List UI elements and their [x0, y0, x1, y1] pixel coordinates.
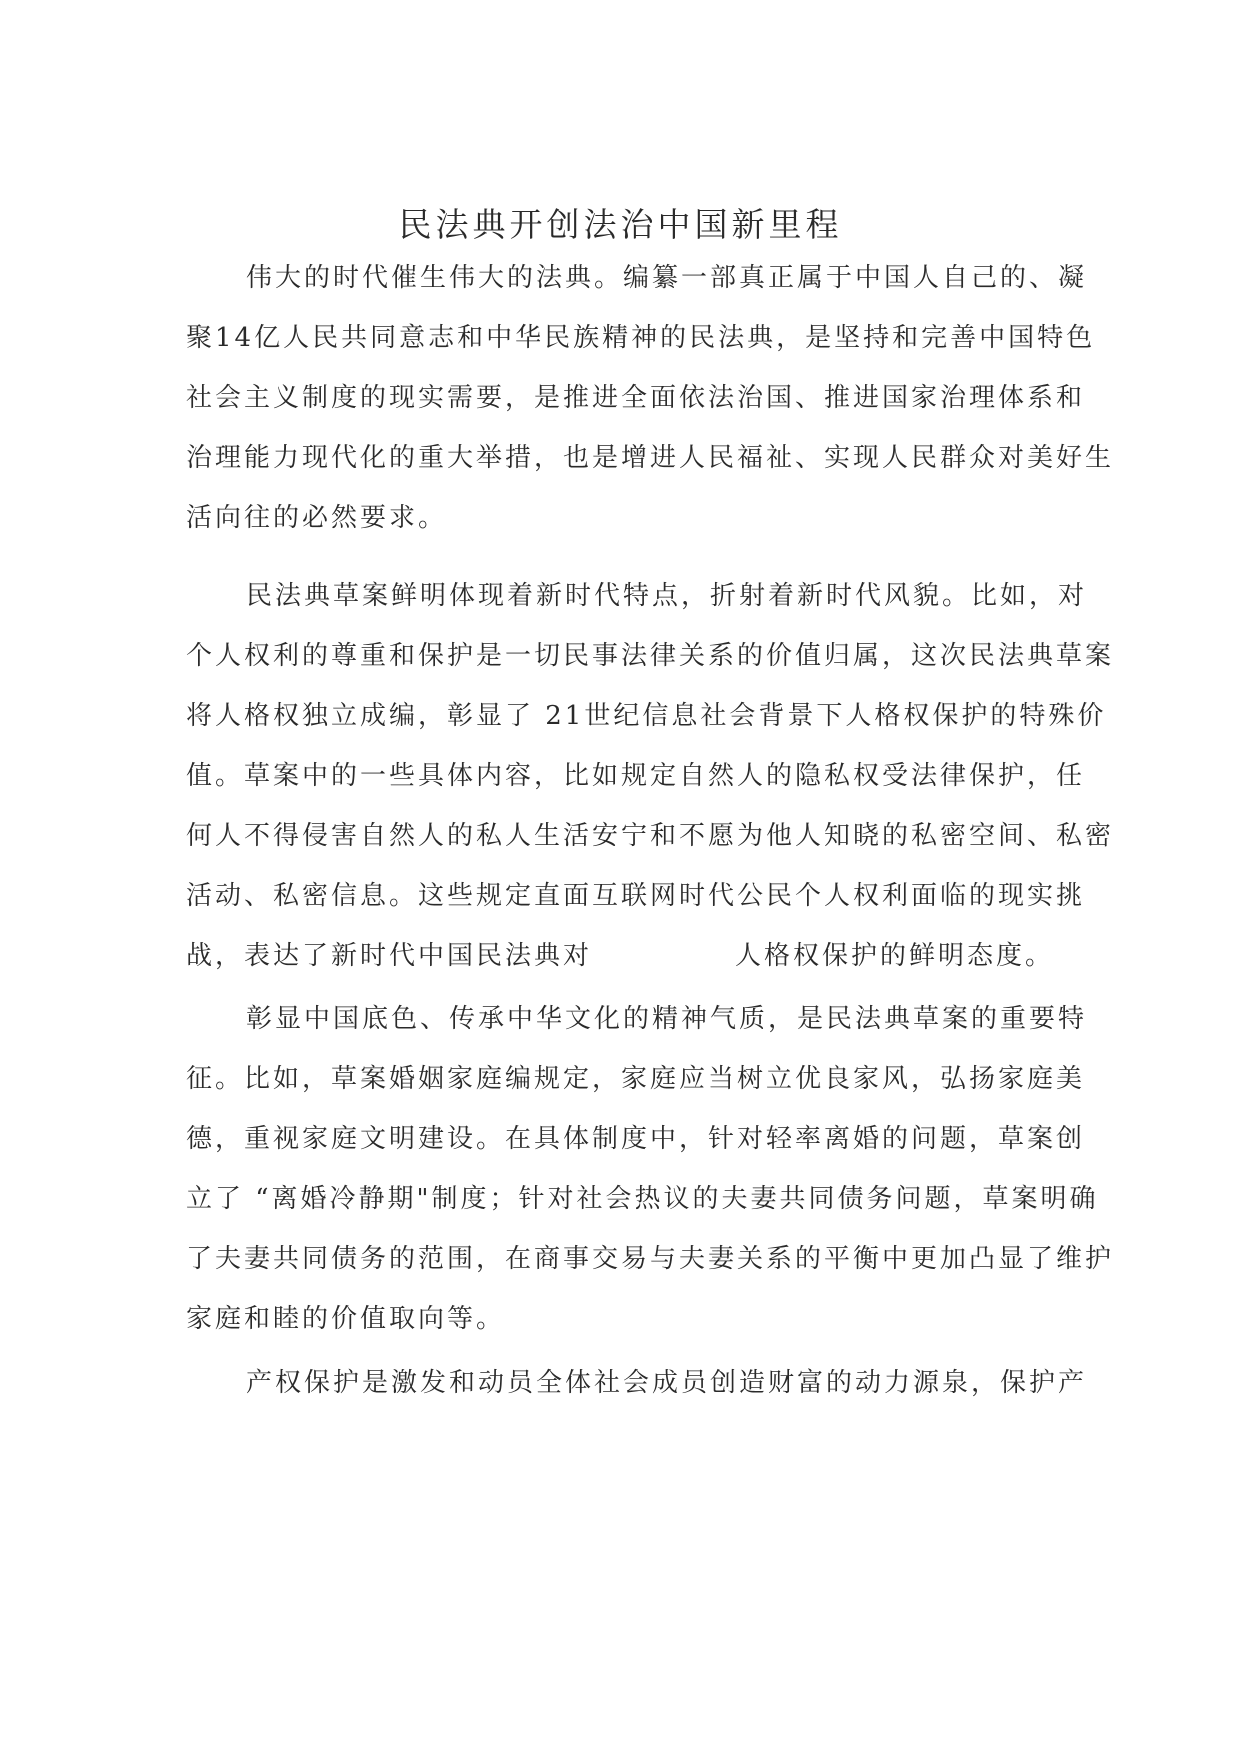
paragraph-line	[186, 816, 1115, 856]
text-segment: 征。比如，草案婚姻家庭编规定，家庭应当树立优良家风，弘	[186, 1064, 970, 1094]
text-segment: 人格权保护的鲜明态度。	[734, 941, 1054, 971]
paragraph-line	[186, 1299, 1054, 1339]
text-segment: 治理能力现代化的重大举措，也是增进人民福祉、	[186, 443, 825, 473]
paragraph-line	[186, 636, 1115, 676]
text-segment: 了夫妻共同债务的范围，在商事交易与夫妻关	[186, 1244, 767, 1274]
text-segment: 产权保护是激发和动员全体社会成员创造财富的动力源泉，保	[246, 1368, 1030, 1398]
text-segment: 的、凝	[1000, 263, 1088, 293]
text-segment: 值。草案中的一些具体内容，比如规定自然人的	[186, 761, 796, 791]
paragraph-line	[246, 258, 1088, 298]
paragraph-line	[186, 1239, 1115, 1279]
text-segment: 社会主义制度的现实需要，是推进全面依法治国、推进	[186, 383, 883, 413]
paragraph-line	[186, 1059, 1086, 1099]
paragraph-line	[186, 936, 1054, 976]
text-segment: 聚14亿人民共同意志和中华民族精神的民法典，是坚持和完	[186, 323, 951, 353]
text-segment: 护产	[1029, 1368, 1088, 1398]
paragraph-line	[186, 498, 1054, 538]
text-segment: 问题，草案创	[911, 1124, 1086, 1154]
text-segment: 实现人民群众对美好生	[824, 443, 1115, 473]
document-title: 民法典开创法治中国新里程	[398, 205, 843, 244]
text-segment: 善中国特色	[950, 323, 1096, 353]
paragraph-line	[186, 378, 1086, 418]
text-segment: 次民法典草案	[940, 641, 1115, 671]
text-segment: 将人格权独立成编，彰显了 21世纪信息社会背景下人	[186, 701, 875, 731]
text-segment: 个人权利的尊重和保护是一切民事法律关系的价值归属，这	[186, 641, 941, 671]
text-segment: 德，重视家庭文明建设。在具体制度中，针对轻率离婚的	[186, 1124, 912, 1154]
paragraph-line	[186, 696, 1107, 736]
paragraph-line	[186, 1119, 1086, 1159]
text-segment: 彰显中国底色、传承中华文化的精神气质，是民法典草案的重	[246, 1004, 1030, 1034]
text-segment: 国家治理体系和	[882, 383, 1086, 413]
text-segment: 债务问题，草案明确	[837, 1184, 1099, 1214]
text-segment: 立了 “离婚冷静期"制度；针对社会热议的夫妻共同	[186, 1184, 838, 1214]
text-segment: 隐私权受法律保护，任	[795, 761, 1086, 791]
text-segment: 如，对	[1000, 581, 1088, 611]
paragraph-line	[186, 876, 1086, 916]
paragraph-line	[186, 756, 1086, 796]
paragraph-line	[246, 576, 1088, 616]
paragraph-line	[246, 1363, 1088, 1403]
text-segment: 为他人知晓的私密空间、私密	[737, 821, 1115, 851]
text-segment: 何人不得侵害自然人的私人生活安宁和不愿	[186, 821, 738, 851]
text-segment: 扬家庭美	[969, 1064, 1086, 1094]
text-segment: 格权保护的特殊价	[874, 701, 1107, 731]
paragraph-line	[186, 438, 1115, 478]
text-segment: 活向往的必然要求。	[186, 503, 448, 533]
paragraph-line	[186, 1179, 1099, 1219]
text-segment: 战，表达了新时代中国民法典对	[186, 941, 593, 971]
text-segment: 活动、私密信息。这些规定直面互联	[186, 881, 651, 911]
text-segment: 民法典草案鲜明体现着新时代特点，折射着新时代风貌。比	[246, 581, 1001, 611]
text-segment: 要特	[1029, 1004, 1088, 1034]
text-segment: 系的平衡中更加凸显了维护	[766, 1244, 1115, 1274]
paragraph-line	[186, 318, 1096, 358]
text-segment: 家庭和睦的价值取向等。	[186, 1304, 506, 1334]
text-segment: 伟大的时代催生伟大的法典。编纂一部真正属于中国人自己	[246, 263, 1001, 293]
text-segment: 网时代公民个人权利面临的现实挑	[650, 881, 1086, 911]
paragraph-line	[246, 999, 1088, 1039]
